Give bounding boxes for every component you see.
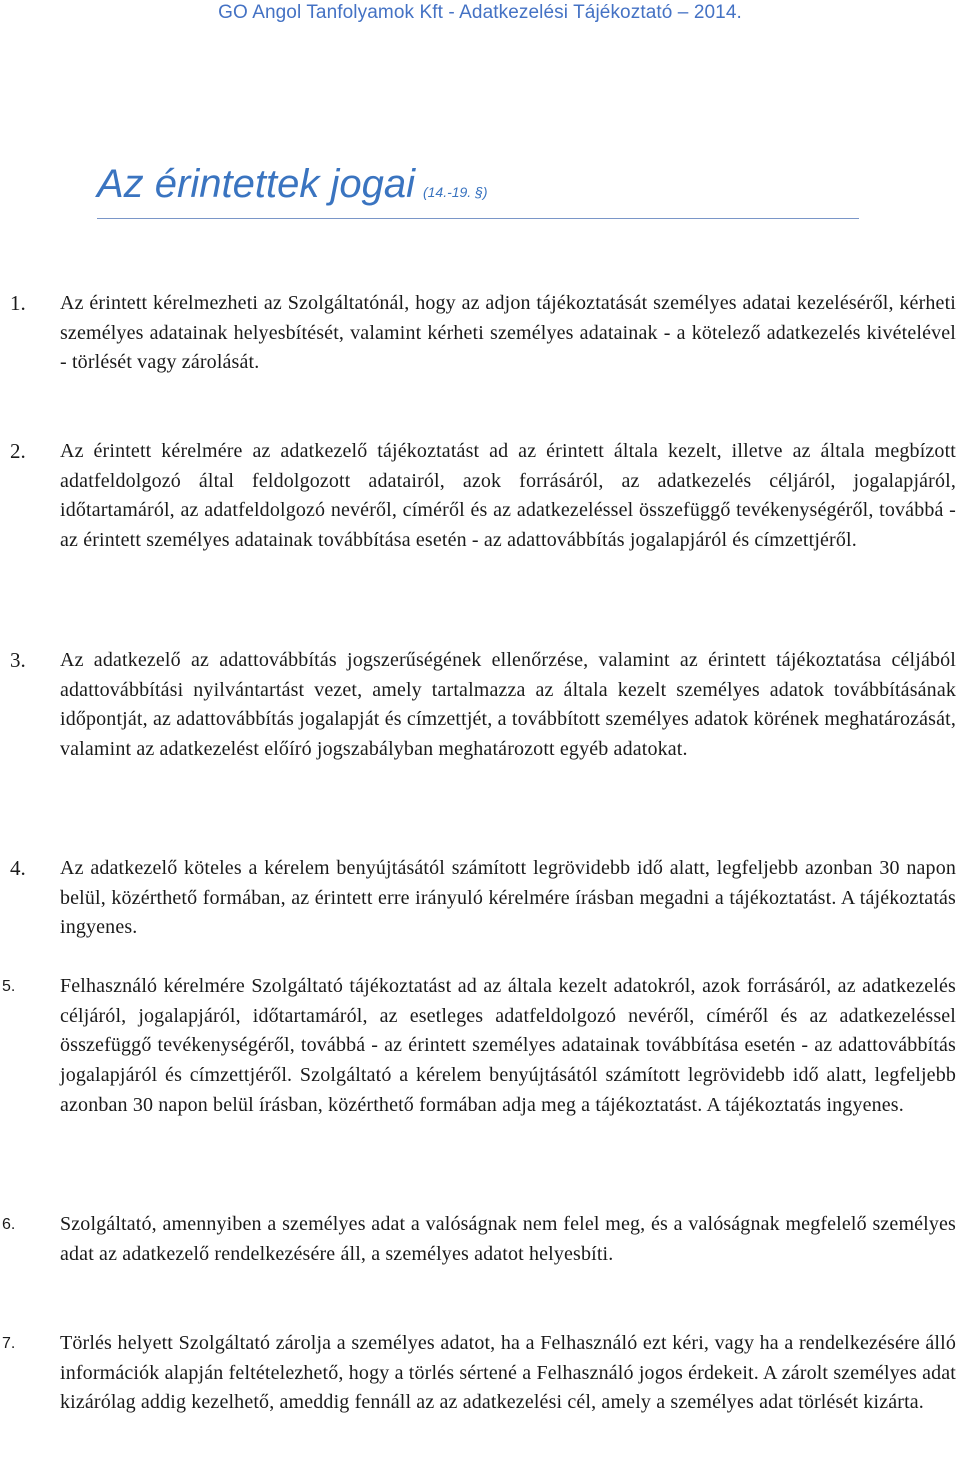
list-item-number: 4. [10, 856, 26, 880]
list-item-number: 5. [2, 978, 16, 995]
list-item-number: 3. [10, 648, 26, 672]
list-item-number: 7. [2, 1335, 16, 1352]
list-item-number: 6. [2, 1216, 16, 1233]
list-item-number: 2. [10, 439, 26, 463]
list-item-text: Az érintett kérelmére az adatkezelő tájékoztatást ad az érintett általa kezelt, illetve az általa megbízott adatfeldolgozó által feldolgozott adatairól, azok forrásáról, az adatkezelés céljáról, jogalapjáról, időtartamáról, az adatfeldolgozó nevéről, címéről és az adatkezeléssel összefüggő tevékenységéről, továbbá - az érintett személyes adatainak továbbítása esetén - az adattovábbítás jogalapjáról és címzettjéről. [60, 440, 956, 552]
section-title: Az érintettek jogai [97, 162, 415, 206]
list-item-text: Törlés helyett Szolgáltató zárolja a személyes adatot, ha a Felhasználó ezt kéri, vagy ha a rendelkezésére álló információk alapján feltételezhető, hogy a törlés sértené a Felhasználó jogos érdekeit. A zárolt személyes adat kizárólag addig kezelhető, ameddig fennáll az az adatkezelési cél, amely a személyes adat törlését kizárta. [60, 1332, 956, 1414]
list-item-text: Az adatkezelő az adattovábbítás jogszerűségének ellenőrzése, valamint az érintett tájékoztatása céljából adattovábbítási nyilvántartást vezet, amely tartalmazza az általa kezelt személyes adatok továbbításának időpontját, az adattovábbítás jogalapját és címzettjét, a továbbított személyes adatok körének meghatározását, valamint az adatkezelést előíró jogszabályban meghatározott egyéb adatokat. [60, 649, 956, 761]
list-item-text: Az érintett kérelmezheti az Szolgáltatónál, hogy az adjon tájékoztatását személyes adatai kezeléséről, kérheti személyes adatainak helyesbítését, valamint kérheti személyes adatainak - a kötelező adatkezelés kivételével - törlését vagy zárolását. [60, 292, 956, 374]
list-item-text: Felhasználó kérelmére Szolgáltató tájékoztatást ad az általa kezelt adatokról, azok forrásáról, az adatkezelés céljáról, jogalapjáról, időtartamáról, az esetleges adatfeldolgozó nevéről, címéről és az adatkezeléssel összefüggő tevékenységéről, továbbá - az érintett személyes adatainak továbbítása esetén - az adattovábbítás jogalapjáról és címzettjéről. Szolgáltató a kérelem benyújtásától számított legrövidebb idő alatt, legfeljebb azonban 30 napon belül írásban, közérthető formában adja meg a tájékoztatást. A tájékoztatás ingyenes. [60, 975, 956, 1116]
page-header: GO Angol Tanfolyamok Kft - Adatkezelési Tájékoztató – 2014. [218, 2, 742, 23]
section-reference: (14.-19. §) [422, 184, 488, 200]
section-title-block [97, 160, 859, 219]
list-item-text: Az adatkezelő köteles a kérelem benyújtásától számított legrövidebb idő alatt, legfeljebb azonban 30 napon belül, közérthető formában, az érintett erre irányuló kérelmére írásban megadni a tájékoztatást. A tájékoztatás ingyenes. [60, 857, 956, 939]
list-item-text: Szolgáltató, amennyiben a személyes adat a valóságnak nem felel meg, és a valóságnak megfelelő személyes adat az adatkezelő rendelkezésére áll, a személyes adatot helyesbíti. [60, 1213, 956, 1265]
list-item-number: 1. [10, 291, 26, 315]
